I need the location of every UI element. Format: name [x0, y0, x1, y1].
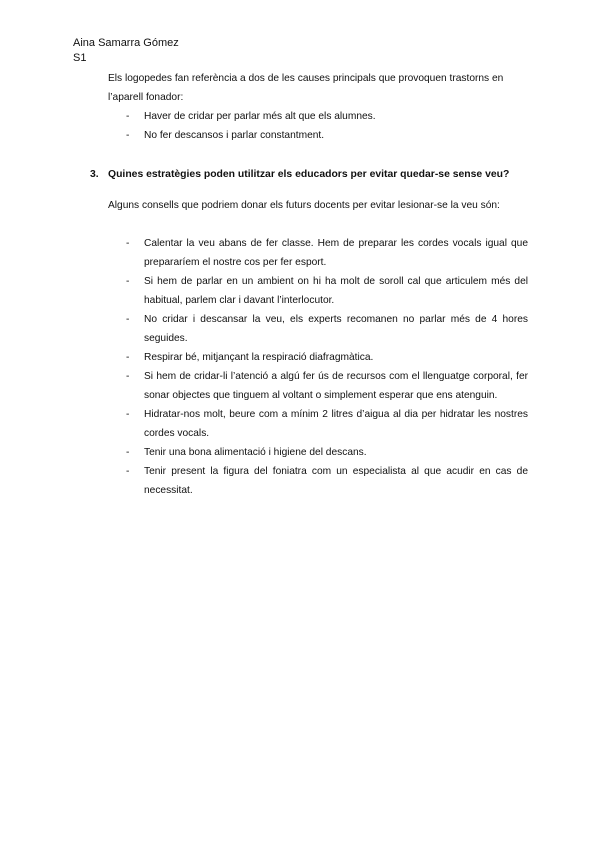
dash-bullet: -: [126, 276, 130, 287]
dash-bullet: -: [126, 371, 130, 382]
list-item: [108, 107, 528, 126]
author-name: Aina Samarra Gómez: [73, 37, 179, 49]
list-item-text: Si hem de cridar-li l’atenció a algú fer ús de recursos com el llenguatge corporal, fer sonar objectes que tinguem al voltant o simplement esperar que ens atenguin.: [144, 371, 528, 401]
list-item-text: Tenir present la figura del foniatra com un especialista al que acudir en cas de necessitat.: [144, 466, 528, 496]
list-item: [108, 234, 528, 272]
causes-list: [108, 107, 528, 145]
list-item: [108, 367, 528, 405]
list-item: [108, 272, 528, 310]
dash-bullet: -: [126, 314, 130, 325]
list-item-text: No fer descansos i parlar constantment.: [144, 130, 325, 141]
answer-intro: Alguns consells que podriem donar els futurs docents per evitar lesionar-se la veu són:: [108, 200, 500, 211]
list-item: [108, 405, 528, 443]
list-item-text: Respirar bé, mitjançant la respiració diafragmàtica.: [144, 352, 374, 363]
list-item-text: Calentar la veu abans de fer classe. Hem de preparar les cordes vocals igual que prepararíem el nostre cos per fer esport.: [144, 238, 528, 268]
list-item-text: Tenir una bona alimentació i higiene del descans.: [144, 447, 367, 458]
dash-bullet: -: [126, 447, 130, 458]
dash-bullet: -: [126, 352, 130, 363]
dash-bullet: -: [126, 409, 130, 420]
list-item: [108, 348, 528, 367]
list-item: [108, 126, 528, 145]
dash-bullet: -: [126, 130, 130, 141]
question-heading: Quines estratègies poden utilitzar els educadors per evitar quedar-se sense veu?: [108, 169, 510, 180]
dash-bullet: -: [126, 466, 130, 477]
list-item-text: Haver de cridar per parlar més alt que els alumnes.: [144, 111, 376, 122]
list-item-text: No cridar i descansar la veu, els experts recomanen no parlar més de 4 hores seguides.: [144, 314, 528, 344]
list-item: [108, 462, 528, 500]
list-item-text: Hidratar-nos molt, beure com a mínim 2 litres d’aigua al dia per hidratar les nostres cordes vocals.: [144, 409, 528, 439]
list-item-text: Si hem de parlar en un ambient on hi ha molt de soroll cal que articulem més del habitual, parlem clar i davant l’interlocutor.: [144, 276, 528, 306]
page-header: [73, 36, 179, 66]
tips-list: [108, 234, 528, 500]
list-item: [108, 443, 528, 462]
intro-paragraph: Els logopedes fan referència a dos de les causes principals que provoquen trastorns en l’aparell fonador:: [108, 73, 504, 103]
question-number: 3.: [90, 169, 99, 180]
dash-bullet: -: [126, 238, 130, 249]
list-item: [108, 310, 528, 348]
group-label: S1: [73, 52, 87, 64]
dash-bullet: -: [126, 111, 130, 122]
